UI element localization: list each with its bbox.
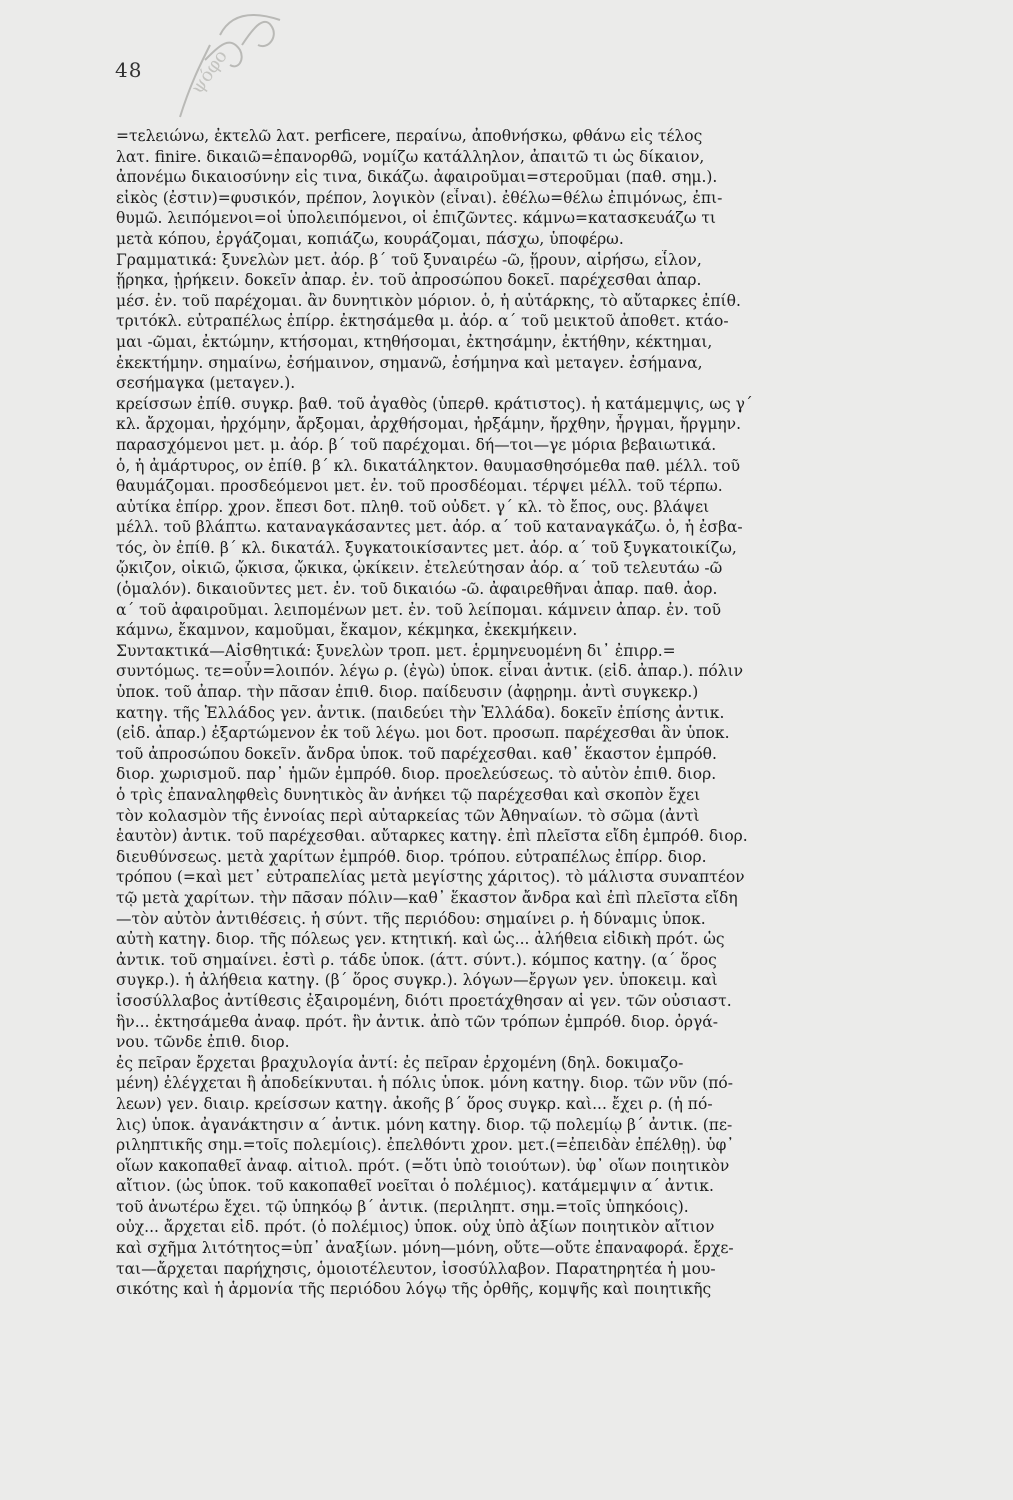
text-line: θυμῶ. λειπόμενοι=οἱ ὑπολειπόμενοι, οἱ ἐπιζῶντες. κάμνω=κατασκευάζω τι [116, 209, 717, 228]
text-line: τοῦ ἀπροσώπου δοκεῖν. ἄνδρα ὑποκ. τοῦ παρέχεσθαι. καθ᾽ ἕκαστον ἐμπρόθ. [116, 744, 717, 763]
text-line: ἑαυτὸν) ἀντικ. τοῦ παρέχεσθαι. αὔταρκες κατηγ. ἐπὶ πλεῖστα εἴδη ἐμπρόθ. διορ. [116, 827, 748, 846]
text-line: ᾤκιζον, οἰκιῶ, ᾤκισα, ᾤκικα, ᾠκίκειν. ἐτελεύτησαν ἀόρ. α΄ τοῦ τελευτάω -ῶ [116, 559, 723, 578]
text-line: σεσήμαγκα (μεταγεν.). [116, 374, 296, 393]
text-line: αἴτιον. (ὡς ὑποκ. τοῦ κακοπαθεῖ νοεῖται ὁ πολέμιος). κατάμεμψιν α΄ ἀντικ. [116, 1177, 714, 1196]
text-line: τός, ὸν ἐπίθ. β΄ κλ. δικατάλ. ξυγκατοικίσαντες μετ. ἀόρ. α΄ τοῦ ξυγκατοικίζω, [116, 538, 737, 557]
text-line: θαυμάζομαι. προσδεόμενοι μετ. ἐν. τοῦ προσδέομαι. τέρψει μέλλ. τοῦ τέρπω. [116, 477, 723, 496]
text-line: οἵων κακοπαθεῖ ἀναφ. αἰτιολ. πρότ. (=ὅτι ὑπὸ τοιούτων). ὑφ᾽ οἵων ποιητικὸν [116, 1156, 730, 1175]
text-line: ἣν... ἐκτησάμεθα ἀναφ. πρότ. ἣν ἀντικ. ἀπὸ τῶν τρόπων ἐμπρόθ. διορ. ὀργά- [116, 1012, 719, 1031]
text-line: λατ. finire. δικαιῶ=ἐπανορθῶ, νομίζω κατάλληλον, ἀπαιτῶ τι ὡς δίκαιον, [116, 147, 705, 166]
text-line: α΄ τοῦ ἀφαιροῦμαι. λειπομένων μετ. ἐν. τοῦ λείπομαι. κάμνειν ἀπαρ. ἐν. τοῦ [116, 600, 721, 619]
text-line: ριληπτικῆς σημ.=τοῖς πολεμίοις). ἐπελθόντι χρον. μετ.(=ἐπειδὰν ἐπέλθῃ). ὑφ᾽ [116, 1136, 735, 1155]
text-line: κρείσσων ἐπίθ. συγκρ. βαθ. τοῦ ἀγαθὸς (ὑπερθ. κράτιστος). ἡ κατάμεμψις, ως γ΄ [116, 394, 753, 413]
text-line: διορ. χωρισμοῦ. παρ᾽ ἡμῶν ἐμπρόθ. διορ. προελεύσεως. τὸ αὐτὸν ἐπιθ. διορ. [116, 765, 717, 784]
text-line: παρασχόμενοι μετ. μ. ἀόρ. β΄ τοῦ παρέχομαι. δή—τοι—γε μόρια βεβαιωτικά. [116, 435, 717, 454]
text-line: ἐκεκτήμην. σημαίνω, ἐσήμαινον, σημανῶ, ἐσήμηνα καὶ μεταγεν. ἐσήμανα, [116, 353, 703, 372]
text-line: μαι -ῶμαι, ἐκτώμην, κτήσομαι, κτηθήσομαι, ἐκτησάμην, ἐκτήθην, κέκτημαι, [116, 332, 713, 351]
text-line: μένη) ἐλέγχεται ἢ ἀποδείκνυται. ἡ πόλις ὑποκ. μόνη κατηγ. διορ. τῶν νῦν (πό- [116, 1074, 734, 1093]
text-line: κάμνω, ἔκαμνον, καμοῦμαι, ἔκαμον, κέκμηκα, ἐκεκμήκειν. [116, 621, 578, 640]
text-line: τὸν κολασμὸν τῆς ἐννοίας περὶ αὐταρκείας τῶν Ἀθηναίων. τὸ σῶμα (ἀντὶ [116, 806, 700, 825]
text-line: ται—ἄρχεται παρήχησις, ὁμοιοτέλευτον, ἰσοσύλλαβον. Παρατηρητέα ἡ μου- [116, 1259, 716, 1278]
text-line: λις) ὑποκ. ἀγανάκτησιν α΄ ἀντικ. μόνη κατηγ. διορ. τῷ πολεμίῳ β΄ ἀντικ. (πε- [116, 1115, 733, 1134]
text-line: (εἰδ. ἀπαρ.) ἐξαρτώμενον ἐκ τοῦ λέγω. μοι δοτ. προσωπ. παρέχεσθαι ἂν ὑποκ. [116, 724, 730, 743]
text-line: αὐτίκα ἐπίρρ. χρον. ἔπεσι δοτ. πληθ. τοῦ οὐδετ. γ΄ κλ. τὸ ἔπος, ους. βλάψει [116, 497, 710, 516]
text-line: κλ. ἄρχομαι, ἠρχόμην, ἄρξομαι, ἀρχθήσομαι, ἠρξάμην, ἤρχθην, ἦργμαι, ἤργμην. [116, 415, 742, 434]
text-line: συντόμως. τε=οὖν=λοιπόν. λέγω ρ. (ἐγὼ) ὑποκ. εἶναι ἀντικ. (εἰδ. ἀπαρ.). πόλιν [116, 662, 744, 681]
text-line: (ὁμαλόν). δικαιοῦντες μετ. ἐν. τοῦ δικαιόω -ῶ. ἀφαιρεθῆναι ἀπαρ. παθ. ἀορ. [116, 580, 718, 599]
text-line: μέσ. ἐν. τοῦ παρέχομαι. ἂν δυνητικὸν μόριον. ὁ, ἡ αὐτάρκης, τὸ αὔταρκες ἐπίθ. [116, 291, 741, 310]
text-line: Γραμματικά: ξυνελὼν μετ. ἀόρ. β΄ τοῦ ξυναιρέω -ῶ, ᾕρουν, αἱρήσω, εἷλον, [116, 250, 702, 269]
text-line: τοῦ ἀνωτέρω ἔχει. τῷ ὑπηκόῳ β΄ ἀντικ. (περιληπτ. σημ.=τοῖς ὑπηκόοις). [116, 1197, 689, 1216]
page-number: 48 [115, 58, 143, 82]
text-line: ἰσοσύλλαβος ἀντίθεσις ἐξαιρομένη, διότι προετάχθησαν αἱ γεν. τῶν οὐσιαστ. [116, 991, 732, 1010]
text-line: τῷ μετὰ χαρίτων. τὴν πᾶσαν πόλιν—καθ᾽ ἕκαστον ἄνδρα καὶ ἐπὶ πλεῖστα εἴδη [116, 888, 738, 907]
text-line: =τελειώνω, ἐκτελῶ λατ. perficere, περαίνω, ἀποθνήσκω, φθάνω εἰς τέλος [116, 127, 703, 145]
text-line: τρόπου (=καὶ μετ᾽ εὐτραπελίας μετὰ μεγίστης χάριτος). τὸ μάλιστα συναπτέον [116, 868, 745, 887]
marginal-note: ψόφο [186, 46, 232, 98]
text-line: λεων) γεν. διαιρ. κρείσσων κατηγ. ἀκοῆς β΄ ὅρος συγκρ. καὶ... ἔχει ρ. (ἡ πό- [116, 1094, 713, 1113]
text-line: ὁ, ἡ ἀμάρτυρος, ον ἐπίθ. β΄ κλ. δικατάληκτον. θαυμασθησόμεθα παθ. μέλλ. τοῦ [116, 456, 741, 475]
text-line: οὐχ... ἄρχεται εἰδ. πρότ. (ὁ πολέμιος) ὑποκ. οὐχ ὑπὸ ἀξίων ποιητικὸν αἴτιον [116, 1218, 715, 1237]
text-line: ἀπονέμω δικαιοσύνην εἰς τινα, δικάζω. ἀφαιροῦμαι=στεροῦμαι (παθ. σημ.). [116, 168, 718, 187]
text-line: νου. τῶνδε ἐπιθ. διορ. [116, 1033, 290, 1052]
page-text [116, 126, 916, 1300]
text-line: ἐς πεῖραν ἔρχεται βραχυλογία ἀντί: ἐς πεῖραν ἐρχομένη (δηλ. δοκιμαζο- [116, 1053, 684, 1072]
text-line: μέλλ. τοῦ βλάπτω. καταναγκάσαντες μετ. ἀόρ. α΄ τοῦ καταναγκάζω. ὁ, ἡ ἐσβα- [116, 518, 743, 537]
text-line: ἀντικ. τοῦ σημαίνει. ἐστὶ ρ. τάδε ὑποκ. (άττ. σύντ.). κόμπος κατηγ. (α΄ ὅρος [116, 950, 717, 969]
text-line: —τὸν αὐτὸν ἀντιθέσεις. ἡ σύντ. τῆς περιόδου: σημαίνει ρ. ἡ δύναμις ὑποκ. [116, 909, 706, 928]
text-line: Συντακτικά—Αἰσθητικά: ξυνελὼν τροπ. μετ. ἑρμηνευομένη δι᾽ ἐπιρρ.= [116, 641, 676, 660]
text-line: διευθύνσεως. μετὰ χαρίτων ἐμπρόθ. διορ. τρόπου. εὐτραπέλως ἐπίρρ. διορ. [116, 847, 707, 866]
text-line: αὐτὴ κατηγ. διορ. τῆς πόλεως γεν. κτητική. καὶ ὡς... ἀλήθεια εἰδικὴ πρότ. ὡς [116, 930, 725, 949]
text-line: καὶ σχῆμα λιτότητος=ὑπ᾽ ἀναξίων. μόνη—μόνη, οὔτε—οὔτε ἐπαναφορά. ἔρχε- [116, 1239, 734, 1258]
text-line: ᾕρηκα, ᾑρήκειν. δοκεῖν ἀπαρ. ἐν. τοῦ ἀπροσώπου δοκεῖ. παρέχεσθαι ἀπαρ. [116, 271, 702, 290]
text-line: σικότης καὶ ἡ ἁρμονία τῆς περιόδου λόγῳ τῆς ὀρθῆς, κομψῆς καὶ ποιητικῆς [116, 1280, 712, 1299]
text-line: ὁ τρὶς ἐπαναληφθεὶς δυνητικὸς ἂν ἀνήκει τῷ παρέχεσθαι καὶ σκοπὸν ἔχει [116, 786, 701, 804]
text-line: μετὰ κόπου, ἐργάζομαι, κοπιάζω, κουράζομαι, πάσχω, ὑποφέρω. [116, 229, 624, 248]
text-line: εἰκὸς (ἐστιν)=φυσικόν, πρέπον, λογικὸν (εἶναι). ἐθέλω=θέλω ἐπιμόνως, ἐπι- [116, 188, 723, 207]
handwritten-note [160, 5, 300, 125]
text-line: τριτόκλ. εὐτραπέλως ἐπίρρ. ἐκτησάμεθα μ. ἀόρ. α΄ τοῦ μεικτοῦ ἀποθετ. κτάο- [116, 312, 729, 331]
text-line: συγκρ.). ἡ ἀλήθεια κατηγ. (β΄ ὅρος συγκρ.). λόγων—ἔργων γεν. ὑποκειμ. καὶ [116, 971, 718, 990]
text-line: ὑποκ. τοῦ ἀπαρ. τὴν πᾶσαν ἐπιθ. διορ. παίδευσιν (ἀφῃρημ. ἀντὶ συγκεκρ.) [116, 683, 699, 702]
text-line: κατηγ. τῆς Ἑλλάδος γεν. ἀντικ. (παιδεύει τὴν Ἑλλάδα). δοκεῖν ἐπίσης ἀντικ. [116, 703, 725, 722]
